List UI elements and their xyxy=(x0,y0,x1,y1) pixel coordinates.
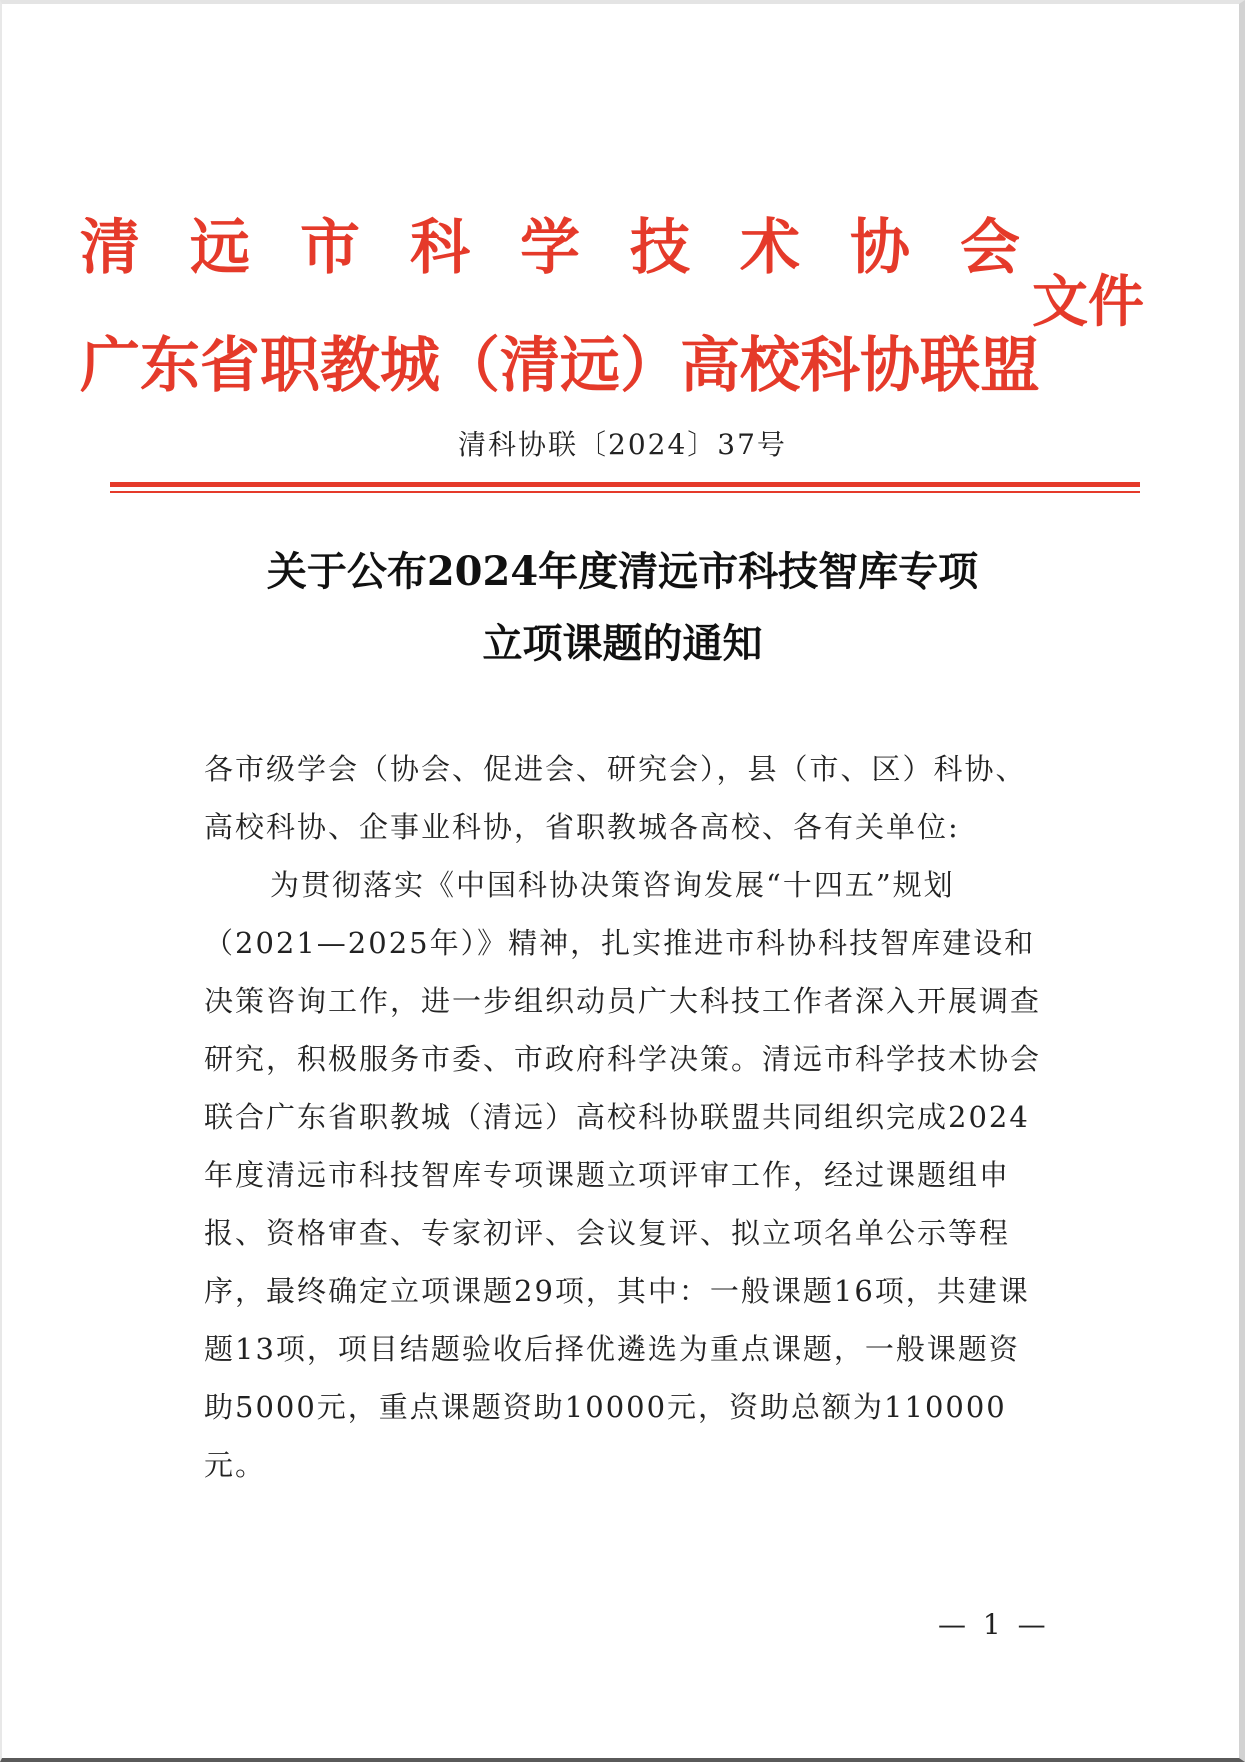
red-divider-thick xyxy=(110,482,1140,487)
page-number: — 1 — xyxy=(938,1608,1050,1641)
document-type-label: 文件 xyxy=(1032,269,1144,335)
notice-title-line-2: 立项课题的通知 xyxy=(482,620,763,667)
addressee-paragraph: 各市级学会（协会、促进会、研究会），县（市、区）科协、高校科协、企事业科协，省职教城各高校、各有关单位: xyxy=(204,752,1027,844)
notice-body xyxy=(204,740,1044,1494)
notice-title-line-1: 关于公布2024年度清远市科技智库专项 xyxy=(266,548,979,595)
document-number: 清科协联〔2024〕37号 xyxy=(458,428,787,461)
issuing-org-name-2: 广东省职教城（清远）高校科协联盟 xyxy=(80,331,1040,401)
body-paragraph-1: 为贯彻落实《中国科协决策咨询发展“十四五”规划（2021—2025年）》精神，扎实推进市科协科技智库建设和决策咨询工作，进一步组织动员广大科技工作者深入开展调查研究，积极服务市委、市政府科学决策。清远市科学技术协会联合广东省职教城（清远）高校科协联盟共同组织完成2024年度清远市科技智库专项课题立项评审工作，经过课题组申报、资格审查、专家初评、会议复评、拟立项名单公示等程序，最终确定立项课题29项，其中：一般课题16项，共建课题13项，项目结题验收后择优遴选为重点课题，一般课题资助5000元，重点课题资助10000元，资助总额为110000元。 xyxy=(204,868,1042,1482)
red-divider-thin xyxy=(110,491,1140,493)
issuing-org-name-1: 清远市科学技术协会 xyxy=(80,213,1070,283)
